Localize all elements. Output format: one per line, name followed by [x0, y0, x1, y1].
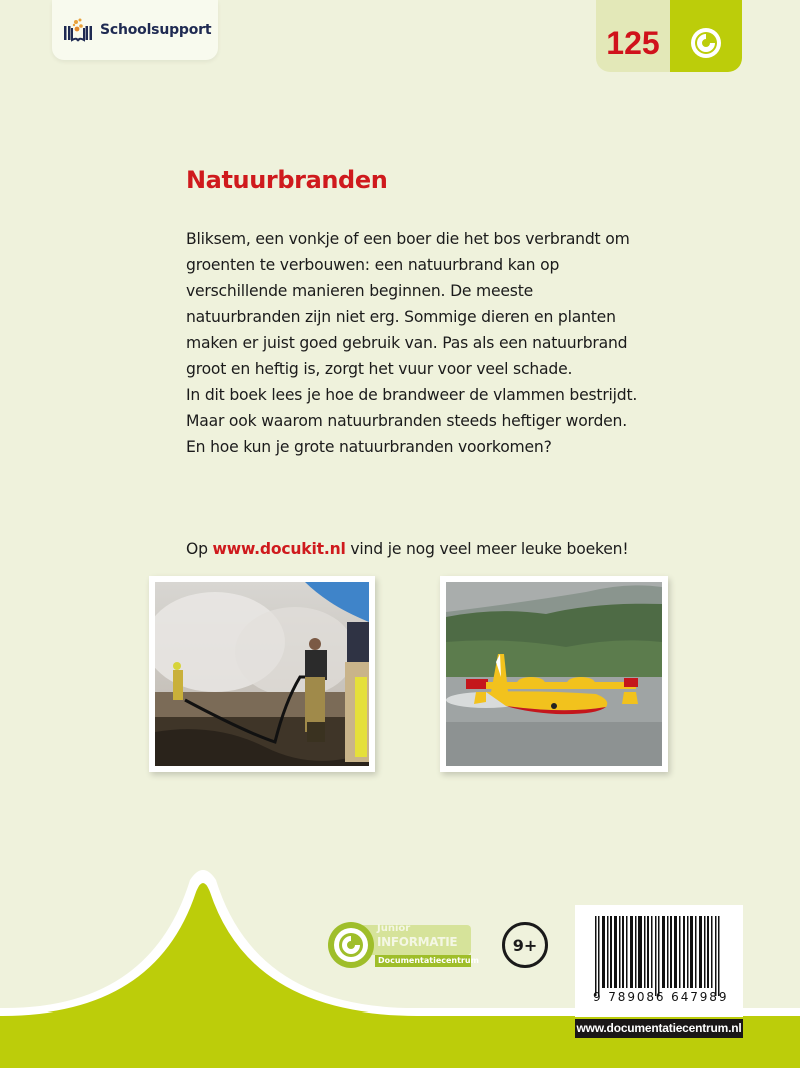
logo-line-informatie: INFORMATIE [377, 935, 458, 949]
promo-prefix: Op [186, 540, 213, 558]
age-badge: 9+ [502, 922, 548, 968]
description-paragraph: In dit boek lees je hoe de brandweer de vlammen bestrijdt. Maar ook waarom natuurbranden steeds heftiger worden. En hoe kun je grote natuurbranden voorkomen? [186, 386, 638, 456]
series-number: 125 [596, 0, 670, 72]
logo-line-documentatiecentrum: Documentatiecentrum [375, 955, 471, 967]
barcode-icon [595, 916, 723, 996]
open-book-icon [62, 17, 94, 43]
website-url: www.documentatiecentrum.nl [575, 1019, 743, 1038]
promo-text [186, 536, 646, 562]
series-number-tab [596, 0, 742, 72]
isbn-barcode [575, 905, 743, 1017]
promo-suffix: vind je nog veel meer leuke boeken! [345, 540, 629, 558]
photo-seaplane [440, 576, 668, 772]
book-description [186, 226, 646, 460]
spiral-logo-icon [670, 0, 742, 72]
firefighters-image [155, 582, 369, 766]
seaplane-image [446, 582, 662, 766]
description-paragraph: Bliksem, een vonkje of een boer die het bos verbrandt om groenten te verbouwen: een natuurbrand kan op verschillende manieren beginnen. De meeste natuurbranden zijn niet erg. Sommige dieren en planten maken er juist goed gebruik van. Pas als een natuurbrand groot en heftig is, zorgt het vuur voor veel schade. [186, 230, 630, 378]
logo-line-junior: Junior [377, 923, 411, 934]
junior-informatie-logo [327, 921, 479, 969]
publisher-name: Schoolsupport [100, 22, 212, 38]
isbn-number: 9 789086 647989 [593, 990, 729, 1004]
publisher-logo [52, 0, 218, 60]
photo-firefighters [149, 576, 375, 772]
docukit-link[interactable]: www.docukit.nl [212, 540, 346, 558]
book-title: Natuurbranden [186, 166, 388, 194]
